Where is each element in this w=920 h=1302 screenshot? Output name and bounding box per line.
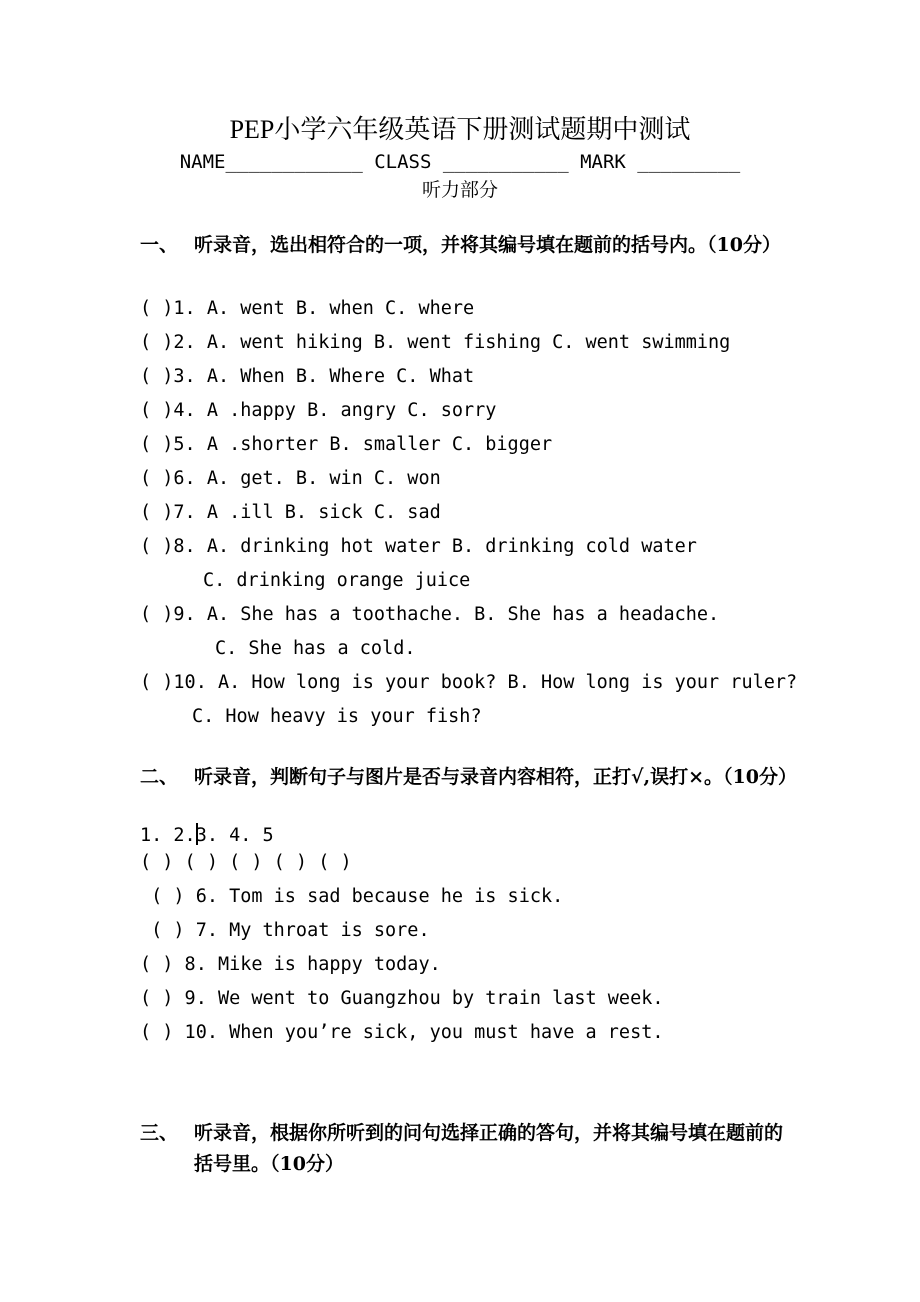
section-1-number: 一、 xyxy=(140,234,179,256)
question-5: ( )5. A .shorter B. smaller C. bigger xyxy=(140,434,553,455)
section-3-instruction: 听录音，根据你所听到的问句选择正确的答句，并将其编号填在题前的括号里。（10分） xyxy=(194,1122,784,1175)
listening-part-title: 听力部分 xyxy=(421,179,498,201)
question-2: ( )2. A. went hiking B. went fishing C. went swimming xyxy=(140,332,731,353)
picture-answer-brackets: ( ) ( ) ( ) ( ) ( ) xyxy=(140,852,352,873)
page-title: PEP小学六年级英语下册测试题期中测试 xyxy=(229,115,691,144)
question-1: ( )1. A. went B. when C. where xyxy=(140,298,475,319)
picture-numbers-end: 3. 4. 5 xyxy=(195,825,274,846)
section-2-instruction: 听录音，判断句子与图片是否与录音内容相符，正打√,误打×。（10分） xyxy=(194,766,797,788)
statement-10: ( ) 10. When you’re sick, you must have a rest. xyxy=(140,1022,664,1043)
statement-6: ( ) 6. Tom is sad because he is sick. xyxy=(140,886,564,907)
statement-8: ( ) 8. Mike is happy today. xyxy=(140,954,441,975)
student-info-line: NAME____________ CLASS ___________ MARK _________ xyxy=(179,151,741,173)
section-3-number: 三、 xyxy=(140,1122,179,1144)
question-9-option-c: C. She has a cold. xyxy=(215,638,416,659)
section-3-heading xyxy=(140,1118,800,1180)
section-2-number: 二、 xyxy=(140,766,179,788)
question-6: ( )6. A. get. B. win C. won xyxy=(140,468,441,489)
question-3: ( )3. A. When B. Where C. What xyxy=(140,366,475,387)
section-2-heading xyxy=(140,762,800,824)
question-4: ( )4. A .happy B. angry C. sorry xyxy=(140,400,497,421)
section-1-instruction: 听录音，选出相符合的一项，并将其编号填在题前的括号内。（10分） xyxy=(194,234,781,256)
question-10-option-c: C. How heavy is your fish? xyxy=(192,706,482,727)
statement-7: ( ) 7. My throat is sore. xyxy=(140,920,430,941)
question-8-option-c: C. drinking orange juice xyxy=(203,570,471,591)
section-1-heading xyxy=(140,230,800,292)
picture-numbers-start: 1. 2. xyxy=(140,825,196,846)
question-7: ( )7. A .ill B. sick C. sad xyxy=(140,502,441,523)
statement-9: ( ) 9. We went to Guangzhou by train last week. xyxy=(140,988,664,1009)
question-9: ( )9. A. She has a toothache. B. She has a headache. xyxy=(140,604,720,625)
question-10: ( )10. A. How long is your book? B. How long is your ruler? xyxy=(140,672,798,693)
question-8: ( )8. A. drinking hot water B. drinking cold water xyxy=(140,536,697,557)
picture-numbers xyxy=(140,823,274,848)
